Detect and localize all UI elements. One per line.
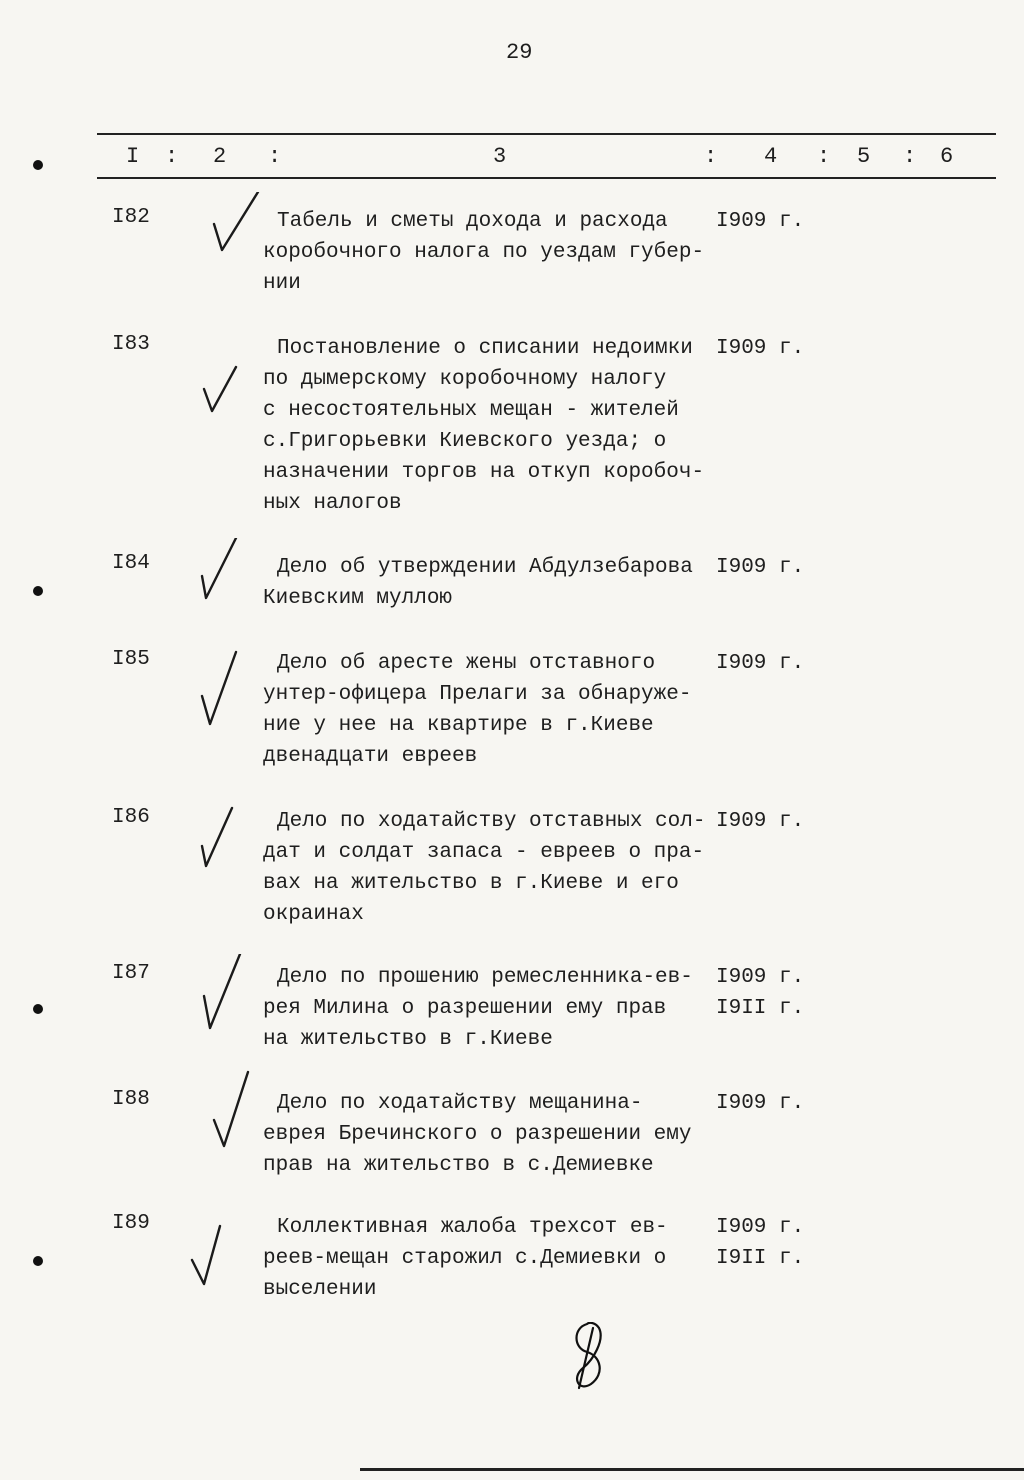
checkmark-icon <box>208 192 264 270</box>
checkmark-icon <box>196 806 252 884</box>
entry-years: I909 г. <box>716 1092 805 1115</box>
entry-years: I909 г. I9II г. <box>716 1216 805 1270</box>
entry-years: I909 г. <box>716 810 805 833</box>
entry-title: Коллективная жалоба трехсот ев- реев-мещан старожил с.Демиевки о выселении <box>263 1216 668 1301</box>
table-header <box>0 144 1024 170</box>
header-col-5: 5 <box>857 144 871 169</box>
entry-title: Дело об утверждении Абдулзебарова Киевским муллою <box>263 556 693 610</box>
checkmark-icon <box>196 648 252 726</box>
entry-years: I909 г. <box>716 210 805 233</box>
entry-number: I83 <box>112 333 150 356</box>
header-separator: : <box>268 144 282 169</box>
binding-hole <box>33 586 43 596</box>
header-col-3: 3 <box>493 144 507 169</box>
entry-title: Дело об аресте жены отставного унтер-офицера Прелаги за обнаруже- ние у нее на квартире в г.Киеве двенадцати евреев <box>263 652 692 768</box>
table-header-rule <box>97 177 996 179</box>
entry-number: I88 <box>112 1088 150 1111</box>
page-bottom-rule <box>360 1468 1024 1471</box>
binding-hole <box>33 160 43 170</box>
checkmark-icon <box>198 353 254 431</box>
checkmark-icon <box>208 1070 264 1148</box>
entry-years: I909 г. <box>716 652 805 675</box>
entry-title: Дело по прошению ремесленника-ев- рея Милина о разрешении ему прав на жительство в г.Киеве <box>263 966 693 1051</box>
checkmark-icon <box>196 538 252 616</box>
header-col-6: 6 <box>940 144 954 169</box>
entry-title: Дело по ходатайству мещанина- еврея Бречинского о разрешении ему прав на жительство в с.Демиевке <box>263 1092 692 1177</box>
checkmark-icon <box>186 1210 242 1288</box>
entry-number: I87 <box>112 962 150 985</box>
checkmark-icon <box>198 954 254 1032</box>
entry-number: I89 <box>112 1212 150 1235</box>
page-number: 29 <box>506 40 533 65</box>
entry-title: Постановление о списании недоимки по дымерскому коробочному налогу с несостоятельных мещан - жителей с.Григорьевки Киевского уезда; о назначении торгов на откуп коробоч- ных налогов <box>263 337 705 515</box>
entry-number: I82 <box>112 206 150 229</box>
entry-title: Табель и сметы дохода и расхода коробочного налога по уездам губер- нии <box>263 210 705 295</box>
header-separator: : <box>165 144 179 169</box>
header-col-4: 4 <box>764 144 778 169</box>
entry-years: I909 г. I9II г. <box>716 966 805 1020</box>
header-separator: : <box>704 144 718 169</box>
header-col-2: 2 <box>213 144 227 169</box>
header-separator: : <box>817 144 831 169</box>
entry-title: Дело по ходатайству отставных сол- дат и солдат запаса - евреев о пра- вах на жительство в г.Киеве и его окраинах <box>263 810 706 926</box>
entry-number: I85 <box>112 648 150 671</box>
header-col-1: I <box>126 144 140 169</box>
binding-hole <box>33 1256 43 1266</box>
table-top-rule <box>97 133 996 135</box>
entry-years: I909 г. <box>716 337 805 360</box>
header-separator: : <box>903 144 917 169</box>
entry-number: I84 <box>112 552 150 575</box>
binding-hole <box>33 1004 43 1014</box>
entry-number: I86 <box>112 806 150 829</box>
entry-years: I909 г. <box>716 556 805 579</box>
handwritten-mark-icon <box>565 1322 617 1392</box>
